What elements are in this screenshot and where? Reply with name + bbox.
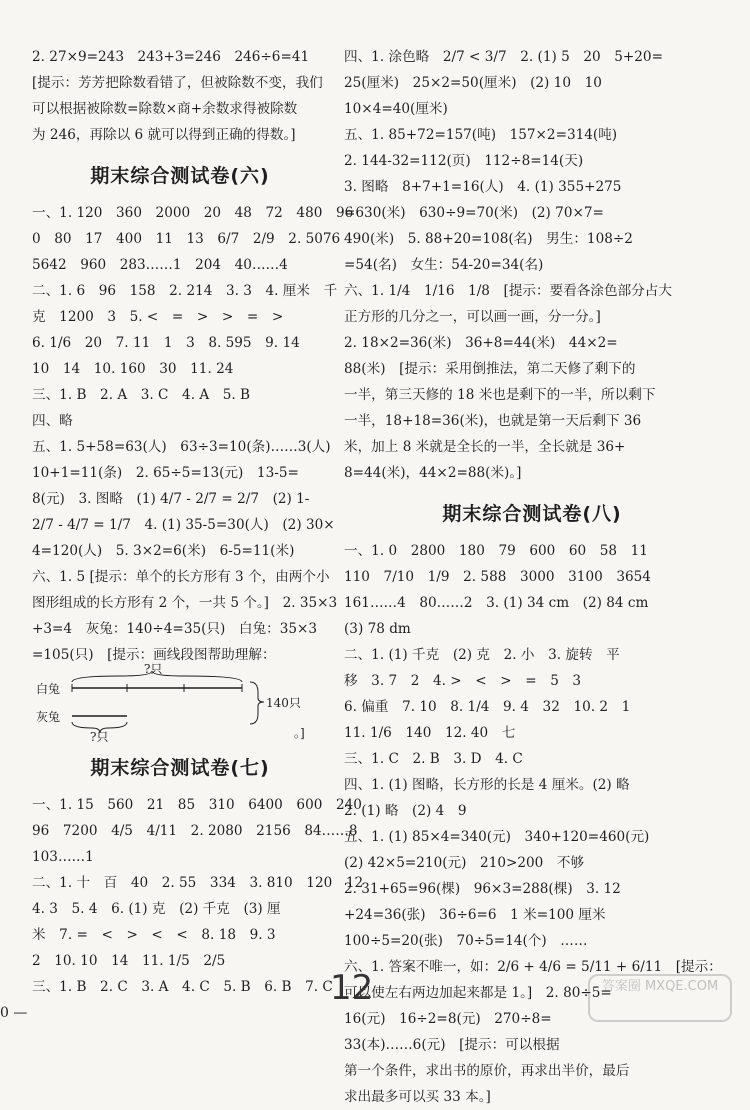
answer-line: 正方形的几分之一，可以画一画，分一分。] — [344, 309, 601, 325]
answer-line: 2. 18×2=36(米) 36+8=44(米) 44×2= — [344, 335, 618, 351]
right-brace — [250, 682, 264, 724]
answer-line: 二、1. (1) 千克 (2) 克 2. 小 3. 旋转 平 — [344, 647, 620, 663]
answer-line: 一半，18+18=36(米)，也就是第一天后剩下 36 — [344, 413, 642, 429]
answer-line: 96 7200 4/5 4/11 2. 2080 2156 84……8 — [32, 823, 358, 839]
answer-line: =105(只) [提示：画线段图帮助理解： — [32, 647, 276, 663]
answer-line: 四、略 — [32, 413, 73, 429]
answer-line: 克 1200 3 5. < = > > = > — [32, 309, 284, 325]
answer-line: (3) 78 dm — [344, 621, 411, 637]
answer-line: =54(名) 女生：54-20=34(名) — [344, 257, 544, 273]
answer-line: 103……1 — [32, 849, 94, 865]
answer-line: 161……4 80……2 3. (1) 34 cm (2) 84 cm — [344, 595, 649, 611]
label-white: 白兔 — [36, 682, 61, 696]
test-6-answers — [32, 200, 354, 668]
answer-line: 110 7/10 1/9 2. 588 3000 3100 3654 — [344, 569, 651, 585]
answer-line: 五、1. 5+58=63(人) 63÷3=10(条)……3(人) — [32, 439, 331, 455]
answer-line: 一半，第三天修的 18 米也是剩下的一半，所以剩下 — [344, 387, 656, 403]
answer-line: 2. 31+65=96(棵) 96×3=288(棵) 3. 12 — [344, 881, 621, 897]
answer-line: 2/7 - 4/7 = 1/7 4. (1) 35-5=30(人) (2) 30× — [32, 517, 335, 533]
answer-line: 0 80 17 400 11 13 6/7 2/9 2. 5076 — [32, 231, 341, 247]
right-top-block — [344, 44, 720, 486]
answer-line: 2. 144-32=112(页) 112÷8=14(天) — [344, 153, 584, 169]
answer-line: 5642 960 283……1 204 40……4 — [32, 257, 288, 273]
answer-line: 6. 1/6 20 7. 11 1 3 8. 595 9. 14 — [32, 335, 300, 351]
answer-line: 2. 27×9=243 243+3=246 246÷6=41 — [32, 49, 310, 65]
answer-line: 一、1. 120 360 2000 20 48 72 480 96 — [32, 205, 354, 221]
answer-line: +24=36(张) 36÷6=6 1 米=100 厘米 — [344, 907, 606, 923]
answer-line: 四、1. (1) 图略，长方形的长是 4 厘米。(2) 略 — [344, 777, 630, 793]
left-margin-number: 0 — — [0, 1005, 28, 1021]
answer-line: 8=44(米)，44×2=88(米)。] — [344, 465, 522, 481]
answer-line: 三、1. B 2. C 3. A 4. C 5. B 6. B 7. C — [32, 979, 333, 995]
answer-line: 一、1. 0 2800 180 79 600 60 58 11 — [344, 543, 648, 559]
answer-line: 移 3. 7 2 4. > < > = 5 3 — [344, 673, 582, 689]
page-number: 12 — [330, 968, 374, 1008]
answer-line: 为 246，再除以 6 就可以得到正确的得数。] — [32, 127, 296, 143]
answer-line: 4. 3 5. 4 6. (1) 克 (2) 千克 (3) 厘 — [32, 901, 281, 917]
label-gray: 灰兔 — [36, 710, 61, 724]
answer-line: 六、1. 答案不唯一，如：2/6 + 4/6 = 5/11 + 6/11 [提示： — [344, 959, 722, 975]
answer-line: 六、1. 1/4 1/16 1/8 [提示：要看各涂色部分占大 — [344, 283, 672, 299]
answer-line: 100÷5=20(张) 70÷5=14(个) …… — [344, 933, 588, 949]
line-segment-diagram — [32, 662, 328, 744]
label-end: 。] — [294, 726, 305, 740]
answer-line: 11. 1/6 140 12. 40 七 — [344, 725, 516, 741]
right-column — [344, 44, 720, 1110]
answer-line: 25(厘米) 25×2=50(厘米) (2) 10 10 — [344, 75, 602, 91]
answer-line: 三、1. B 2. A 3. C 4. A 5. B — [32, 387, 251, 403]
label-q1: ?只 — [144, 662, 163, 676]
answer-line: 8(元) 3. 图略 (1) 4/7 - 2/7 = 2/7 (2) 1- — [32, 491, 310, 507]
answer-line: 16(元) 16÷2=8(元) 270÷8= — [344, 1011, 552, 1027]
answer-line: 二、1. 十 百 40 2. 55 334 3. 810 120 12 — [32, 875, 364, 891]
answer-line: 米 7. = < > < < 8. 18 9. 3 — [32, 927, 276, 943]
answer-line: [提示：芳芳把除数看错了，但被除数不变，我们 — [32, 75, 323, 91]
answer-line: 一、1. 15 560 21 85 310 6400 600 240 — [32, 797, 362, 813]
answer-line: 490(米) 5. 88+20=108(名) 男生：108÷2 — [344, 231, 633, 247]
answer-line: 三、1. C 2. B 3. D 4. C — [344, 751, 523, 767]
answer-line: 可以根据被除数=除数×商+余数求得被除数 — [32, 101, 298, 117]
answer-line: 33(本)……6(元) [提示：可以根据 — [344, 1037, 560, 1053]
left-column — [32, 44, 364, 1000]
answer-line: 4=120(人) 5. 3×2=6(米) 6-5=11(米) — [32, 543, 295, 559]
answer-line: 二、1. 6 96 158 2. 214 3. 3 4. 厘米 千 — [32, 283, 338, 299]
heading-test-8: 期末综合测试卷(八) — [442, 503, 622, 525]
answer-line: 米，加上 8 米就是全长的一半，全长就是 36+ — [344, 439, 626, 455]
answer-line: 10×4=40(厘米) — [344, 101, 448, 117]
test-7-answers — [32, 792, 364, 1000]
answer-line: 图形组成的长方形有 2 个，一共 5 个。] 2. 35×3 — [32, 595, 338, 611]
test-8-answers — [344, 538, 720, 1110]
answer-line: 第一个条件，求出书的原价，再求出半价，最后 — [344, 1063, 630, 1079]
answer-line: 可以使左右两边加起来都是 1。] 2. 80÷5= — [344, 985, 612, 1001]
answer-line: 求出最多可以买 33 本。] — [344, 1089, 491, 1105]
answer-line: 五、1. (1) 85×4=340(元) 340+120=460(元) — [344, 829, 650, 845]
answer-line: 2 10. 10 14 11. 1/5 2/5 — [32, 953, 226, 969]
left-top-block — [32, 44, 328, 148]
answer-line: 6. 偏重 7. 10 8. 1/4 9. 4 32 10. 2 1 — [344, 699, 631, 715]
label-total: 140只 — [266, 696, 301, 710]
label-q2: ?只 — [90, 730, 109, 744]
answer-line: 10+1=11(条) 2. 65÷5=13(元) 13-5= — [32, 465, 299, 481]
answer-line: 3. 图略 8+7+1=16(人) 4. (1) 355+275 — [344, 179, 622, 195]
heading-test-6: 期末综合测试卷(六) — [90, 165, 270, 187]
answer-line: 四、1. 涂色略 2/7 < 3/7 2. (1) 5 20 5+20= — [344, 49, 663, 65]
answer-line: 五、1. 85+72=157(吨) 157×2=314(吨) — [344, 127, 618, 143]
answer-line: 88(米) [提示：采用倒推法，第二天修了剩下的 — [344, 361, 636, 377]
answer-line: =630(米) 630÷9=70(米) (2) 70×7= — [344, 205, 604, 221]
answer-line: +3=4 灰兔：140÷4=35(只) 白兔：35×3 — [32, 621, 318, 637]
answer-line: 六、1. 5 [提示：单个的长方形有 3 个，由两个小 — [32, 569, 330, 585]
heading-test-7: 期末综合测试卷(七) — [90, 757, 270, 779]
answer-line: 10 14 10. 160 30 11. 24 — [32, 361, 234, 377]
watermark-logo: 答案圈 MXQE.COM — [588, 974, 732, 1022]
answer-line: (2) 42×5=210(元) 210>200 不够 — [344, 855, 585, 871]
answer-line: 2. (1) 略 (2) 4 9 — [344, 803, 467, 819]
